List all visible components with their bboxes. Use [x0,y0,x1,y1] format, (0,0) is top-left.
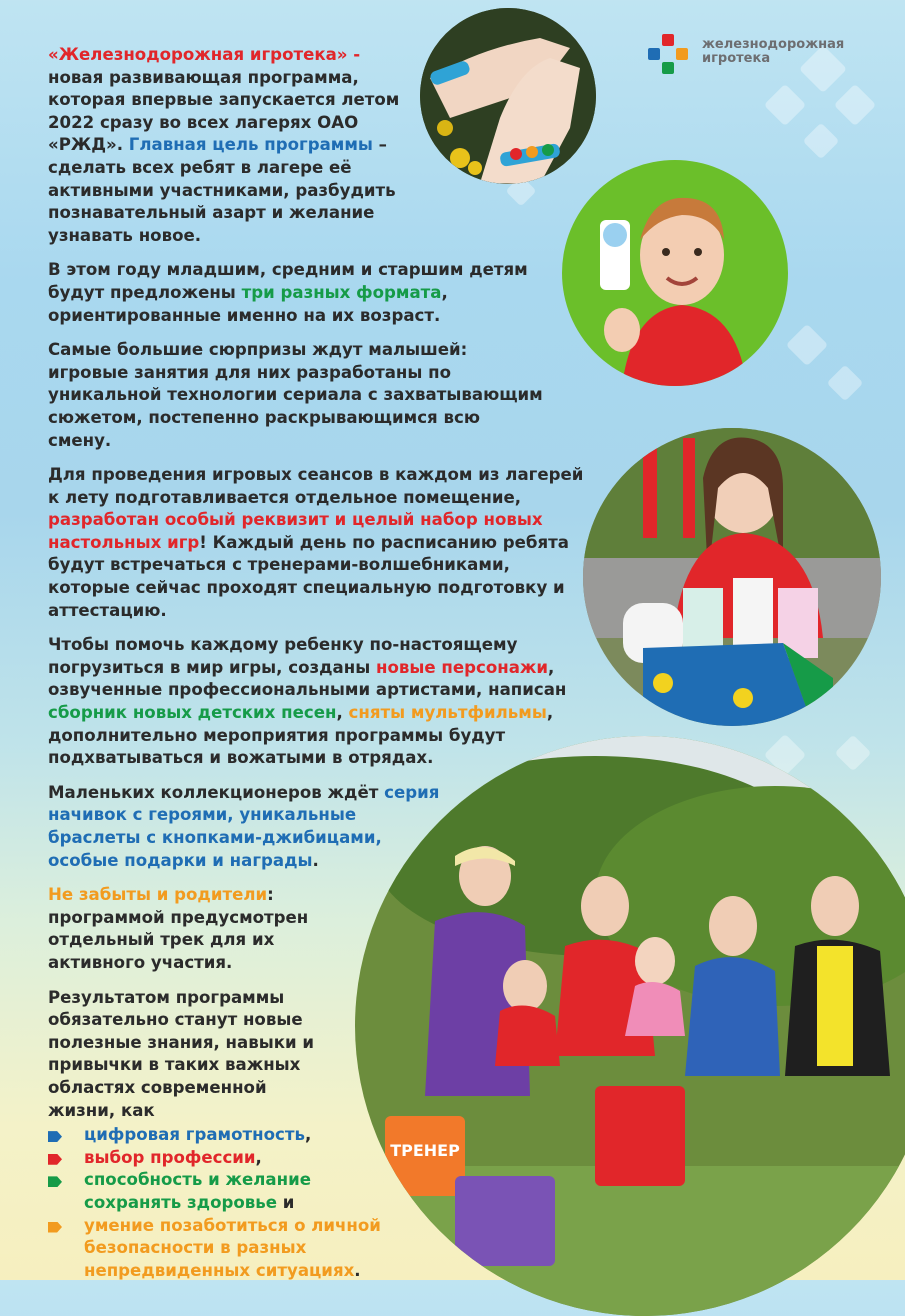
background-diamond [835,735,872,772]
intro-goal-highlight: Главная цель программы [128,135,373,155]
list-item [48,1147,408,1170]
formats-highlight: три разных формата [241,282,442,302]
collectors-text-b: . [312,850,319,870]
list-item-suffix: . [354,1260,361,1280]
sessions-paragraph [48,464,593,622]
list-item-suffix: и [277,1192,295,1212]
bullet-arrow-icon [48,1222,62,1233]
list-item [48,1215,408,1283]
collectors-highlight: серия начивок с героями, уникальные браслеты с кнопками-джибицами, особые подарки и награды [48,782,440,870]
list-item-text: выбор профессии [84,1147,256,1167]
characters-highlight-1: новые персонажи [376,657,549,677]
collectors-text-a: Маленьких коллекционеров ждёт [48,782,385,802]
parents-highlight: Не забыты и родители [48,885,268,905]
intro-title: «Железнодорожная игротека» [48,45,348,64]
background-diamond [764,84,806,126]
bullet-arrow-icon [48,1154,62,1165]
formats-text-a: В этом году младшим, средним и старшим детям будут предложены [48,260,528,302]
parents-text: : программой предусмотрен отдельный трек для их активного участия. [48,885,309,972]
characters-paragraph [48,634,588,770]
background-diamond [834,84,876,126]
list-item [48,1124,408,1147]
characters-text-b: , озвученные профессиональными артистами, написан [48,657,567,700]
sessions-text-b: ! Каждый день по расписанию ребята будут встречаться с тренерами-волшебниками, которые сейчас проходят специальную подготовку и аттестацию. [48,532,569,620]
results-paragraph [48,987,318,1123]
bullet-arrow-icon [48,1176,62,1187]
bag-label: ТРЕНЕР [390,1141,460,1160]
list-item [48,1169,344,1214]
list-item-suffix: , [304,1125,312,1145]
bullet-arrow-icon [48,1131,62,1142]
surprises-text: Самые большие сюрпризы ждут малышей: игровые занятия для них разработаны по уникальной технологии сериала с захватывающим сюжетом, постепенно раскрывающимся всю смену. [48,340,543,450]
list-item-text: умение позаботиться о личной безопасности в разных непредвиденных ситуациях [84,1215,381,1280]
collectors-paragraph [48,782,448,872]
results-text: Результатом программы обязательно станут новые полезные знания, навыки и привычки в таких важных областях современной жизни, как [48,987,315,1120]
characters-text-d: , дополнительно мероприятия программы будут подхватываться и вожатыми в отрядах. [48,703,554,768]
background-diamond [803,123,840,160]
logo [646,32,886,76]
results-list [48,1124,408,1282]
main-text [48,44,608,1282]
formats-paragraph [48,259,538,327]
surprises-paragraph [48,339,548,452]
intro-goal-text: – сделать всех ребят в лагере её активными участниками, разбудить познавательный азарт и желание узнавать новое. [48,135,396,245]
characters-highlight-3: сняты мультфильмы [348,703,547,723]
photo-girl-with-game [583,428,881,726]
characters-text-c: , [336,703,349,723]
background-diamond [827,365,864,402]
intro-dash: - [347,45,361,64]
logo-mark-icon [646,32,690,76]
intro-text: новая развивающая программа, которая впервые запускается летом 2022 сразу во всех лагерях ОАО «РЖД». [48,67,400,155]
sessions-text-a: Для проведения игровых сеансов в каждом из лагерей к лету подготавливается отдельное помещение, [48,465,584,507]
girl-illustration [583,428,881,726]
logo-text: железнодорожная игротека [702,37,845,66]
characters-highlight-2: сборник новых детских песен [48,703,337,723]
background-diamond [786,324,828,366]
sessions-highlight: разработан особый реквизит и целый набор новых настольных игр [48,510,543,552]
formats-text-b: , ориентированные именно на их возраст. [48,282,448,325]
characters-text-a: Чтобы помочь каждому ребенку по-настоящему погрузиться в мир игры, созданы [48,635,518,677]
list-item-text: способность и желание сохранять здоровье [84,1170,311,1212]
list-item-suffix: , [255,1147,262,1167]
list-item-text: цифровая грамотность [84,1125,305,1145]
intro-paragraph [48,44,418,247]
parents-paragraph [48,884,328,974]
